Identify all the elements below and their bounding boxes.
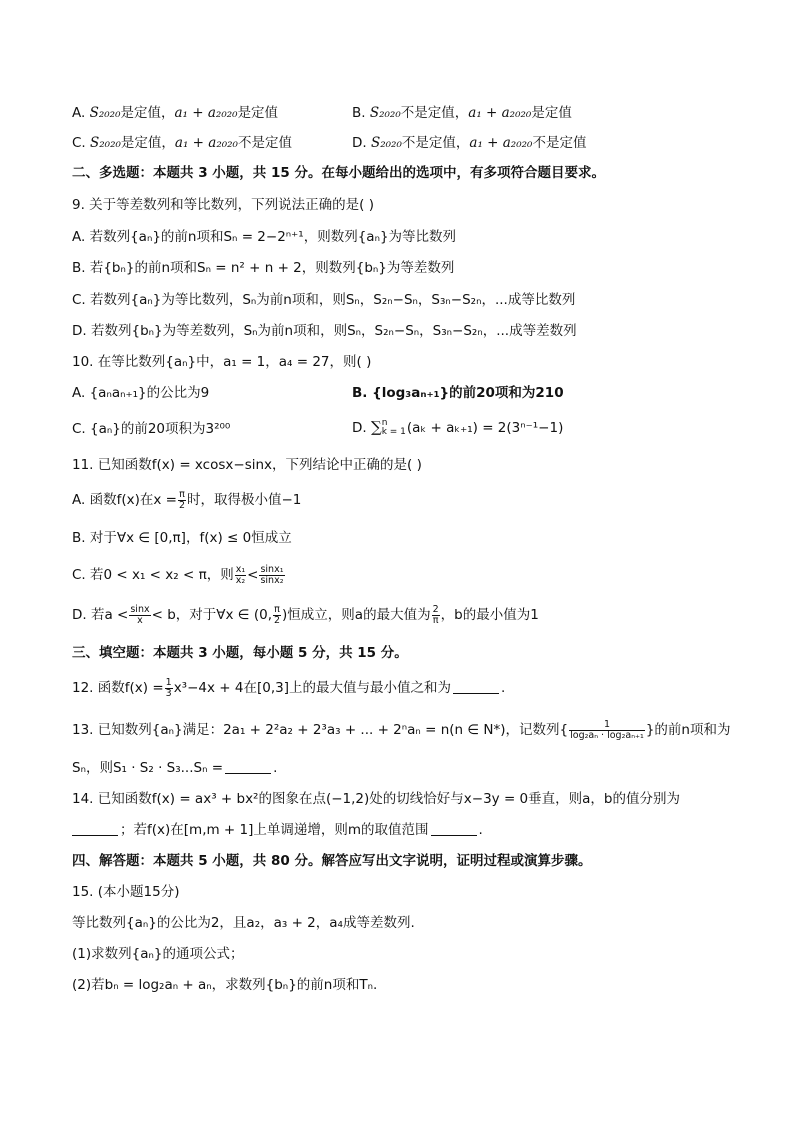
- section-4-header: 四、解答题：本题共 5 小题，共 80 分。解答应写出文字说明，证明过程或演算步骤。: [72, 853, 592, 869]
- answer-blank[interactable]: [431, 822, 477, 836]
- q11-option-c: C. 若0 < x₁ < x₂ < π，则 $\frac{\text{x₁}}{\text{x₂}}$ < $\frac{\text{sinx₁}}{\text{sinx₂}}$: [72, 564, 284, 586]
- q8-option-c: C. S₂₀₂₀是定值，a₁ + a₂₀₂₀不是定值: [72, 135, 292, 151]
- q9-option-d: D. 若数列{bₙ}为等差数列，Sₙ为前n项和，则Sₙ，S₂ₙ−Sₙ，S₃ₙ−S₂ₙ，...成等差数列: [72, 323, 577, 339]
- answer-blank[interactable]: [72, 822, 118, 836]
- fraction: $\frac{2}{\pi}$: [432, 604, 439, 626]
- q15-title: 15. (本小题15分): [72, 884, 180, 900]
- q15-part-2: (2)若bₙ = log₂aₙ + aₙ，求数列{bₙ}的前n项和Tₙ.: [72, 977, 378, 993]
- q9-option-a: A. 若数列{aₙ}的前n项和Sₙ = 2−2ⁿ⁺¹，则数列{aₙ}为等比数列: [72, 229, 457, 245]
- answer-blank[interactable]: [453, 680, 499, 694]
- q10-option-c: C. {aₙ}的前20项积为3²⁰⁰: [72, 421, 231, 437]
- q13-line-2: Sₙ，则S₁ · S₂ · S₃...Sₙ = .: [72, 760, 278, 776]
- q10-stem: 10. 在等比数列{aₙ}中，a₁ = 1，a₄ = 27，则( ): [72, 354, 372, 370]
- q12: 12. 函数f(x) = $\frac{1}{3}$ x³−4x + 4在[0,3]上的最大值与最小值之和为 .: [72, 677, 506, 699]
- q11-option-b: B. 对于∀x ∈ [0,π]，f(x) ≤ 0恒成立: [72, 530, 292, 546]
- q9-stem: 9. 关于等差数列和等比数列，下列说法正确的是( ): [72, 197, 374, 213]
- answer-blank[interactable]: [225, 760, 271, 774]
- q10-option-a: A. {aₙaₙ₊₁}的公比为9: [72, 385, 210, 401]
- q8-option-b: B. S₂₀₂₀不是定值，a₁ + a₂₀₂₀是定值: [352, 105, 572, 121]
- q8-option-d: D. S₂₀₂₀不是定值，a₁ + a₂₀₂₀不是定值: [352, 135, 587, 151]
- q14-line-1: 14. 已知函数f(x) = ax³ + bx²的图象在点(−1,2)处的切线恰好与x−3y = 0垂直，则a，b的值分别为: [72, 791, 680, 807]
- q11-stem: 11. 已知函数f(x) = xcosx−sinx，下列结论中正确的是( ): [72, 457, 422, 473]
- q10-option-d: D. ∑ n k = 1 (aₖ + aₖ₊₁) = 2(3ⁿ⁻¹−1): [352, 418, 564, 437]
- sigma-symbol: ∑: [370, 418, 382, 436]
- q14-line-2: ；若f(x)在[m,m + 1]上单调递增，则m的取值范围 .: [72, 820, 483, 840]
- fraction: $\frac{\pi}{2}$: [178, 489, 185, 511]
- fraction: $\frac{\pi}{2}$: [273, 604, 281, 626]
- fraction: $\frac{\text{sinx₁}}{\text{sinx₂}}$: [260, 564, 284, 586]
- q13-line-1: 13. 已知数列{aₙ}满足：2a₁ + 2²a₂ + 2³a₃ + ... + 2ⁿaₙ = n(n ∈ N*)，记数列{ $\frac{1}{\text{log₂aₙ · log₂aₙ₊₁}}$ }的前n项和为: [72, 719, 731, 741]
- q10-option-b: B. {log₃aₙ₊₁}的前20项和为210: [352, 385, 564, 401]
- q9-option-c: C. 若数列{aₙ}为等比数列，Sₙ为前n项和，则Sₙ，S₂ₙ−Sₙ，S₃ₙ−S₂ₙ，...成等比数列: [72, 292, 576, 308]
- q11-option-a: A. 函数f(x)在x = $\frac{\pi}{2}$ 时，取得极小值−1: [72, 489, 302, 511]
- section-2-header: 二、多选题：本题共 3 小题，共 15 分。在每小题给出的选项中，有多项符合题目要求。: [72, 165, 605, 181]
- q15-stem: 等比数列{aₙ}的公比为2，且a₂，a₃ + 2，a₄成等差数列.: [72, 915, 415, 931]
- q15-part-1: (1)求数列{aₙ}的通项公式；: [72, 946, 244, 962]
- fraction: $\frac{\text{x₁}}{\text{x₂}}$: [235, 564, 246, 586]
- q11-option-d: D. 若a < $\frac{\sin x}{x}$ < b，对于∀x ∈ (0, $\frac{\pi}{2}$ )恒成立，则a的最大值为 $\frac{2}{\pi}$ ，b的最小值为1: [72, 604, 539, 626]
- sum-limits: n k = 1: [381, 418, 406, 437]
- fraction: $\frac{\sin x}{x}$: [130, 604, 150, 626]
- fraction: $\frac{1}{\text{log₂aₙ · log₂aₙ₊₁}}$: [570, 719, 644, 741]
- section-3-header: 三、填空题：本题共 3 小题，每小题 5 分，共 15 分。: [72, 645, 408, 661]
- q8-option-a: A. S₂₀₂₀是定值，a₁ + a₂₀₂₀是定值: [72, 105, 279, 121]
- q9-option-b: B. 若{bₙ}的前n项和Sₙ = n² + n + 2，则数列{bₙ}为等差数列: [72, 260, 455, 276]
- fraction: $\frac{1}{3}$: [165, 677, 172, 699]
